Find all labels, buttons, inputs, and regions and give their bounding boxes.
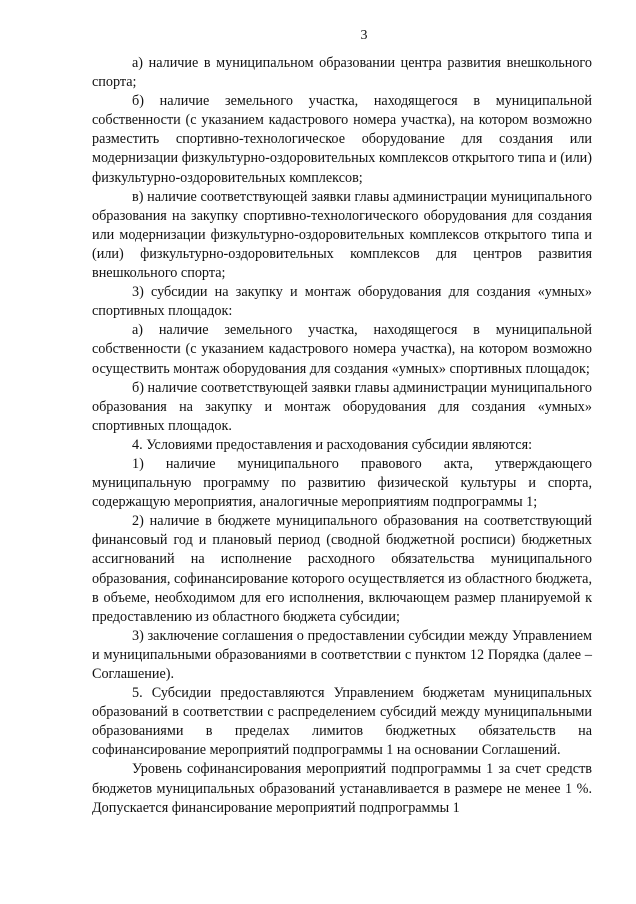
paragraph-4: 4. Условиями предоставления и расходования субсидии являются: — [132, 436, 533, 453]
paragraph-4-2: 2) наличие в бюджете муниципального образования на соответствующий финансовый год и плановый период (сводной бюджетной росписи) бюджетных ассигнований на исполнение расходного обязательства муниципального образования, софинансирование которого осуществляется из областного бюджета, в объеме, необходимом для его исполнения, включающем размер планируемой к предоставлению из областного бюджета субсидии; — [92, 513, 592, 625]
paragraph-2b: б) наличие земельного участка, находящегося в муниципальной собственности (с указанием кадастрового номера участка), на котором возможно разместить спортивно-технологическое оборудование для создания или модернизации физкультурно-оздоровительных комплексов открытого типа и (или) физкультурно-оздоровительных комплексов; — [92, 93, 592, 186]
paragraph-3: 3) субсидии на закупку и монтаж оборудования для создания «умных» спортивных площадок: — [92, 284, 592, 320]
paragraph-cofinancing: Уровень софинансирования мероприятий подпрограммы 1 за счет средств бюджетов муниципальных образований устанавливается в размере не менее 1 %. Допускается финансирование мероприятий подпрограммы 1 — [92, 761, 592, 816]
page-number: 3 — [360, 28, 368, 43]
paragraph-3b: б) наличие соответствующей заявки главы администрации муниципального образования на закупку и монтаж оборудования для создания «умных» спортивных площадок. — [92, 379, 592, 434]
paragraph-2v: в) наличие соответствующей заявки главы администрации муниципального образования на закупку спортивно-технологического оборудования для создания или модернизации физкультурно-оздоровительных комплексов открытого типа и (или) физкультурно-оздоровительных комплексов для центров развития внешкольного спорта; — [92, 188, 592, 282]
paragraph-4-3: 3) заключение соглашения о предоставлении субсидии между Управлением и муниципальными образованиями в соответствии с пунктом 12 Порядка (далее – Соглашение). — [92, 627, 592, 682]
paragraph-2a: а) наличие в муниципальном образовании центра развития внешкольного спорта; — [92, 55, 592, 91]
paragraph-5: 5. Субсидии предоставляются Управлением бюджетам муниципальных образований в соответствии с распределением субсидий между муниципальными образованиями в пределах лимитов бюджетных обязательств на софинансирование мероприятий подпрограммы 1 на основании Соглашений. — [92, 685, 592, 759]
paragraph-4-1: 1) наличие муниципального правового акта, утверждающего муниципальную программу по развитию физической культуры и спорта, содержащую мероприятия, аналогичные мероприятиям подпрограммы 1; — [92, 455, 592, 511]
paragraph-3a: а) наличие земельного участка, находящегося в муниципальной собственности (с указанием кадастрового номера участка), на котором возможно осуществить монтаж оборудования для создания «умных» спортивных площадок; — [92, 322, 592, 377]
